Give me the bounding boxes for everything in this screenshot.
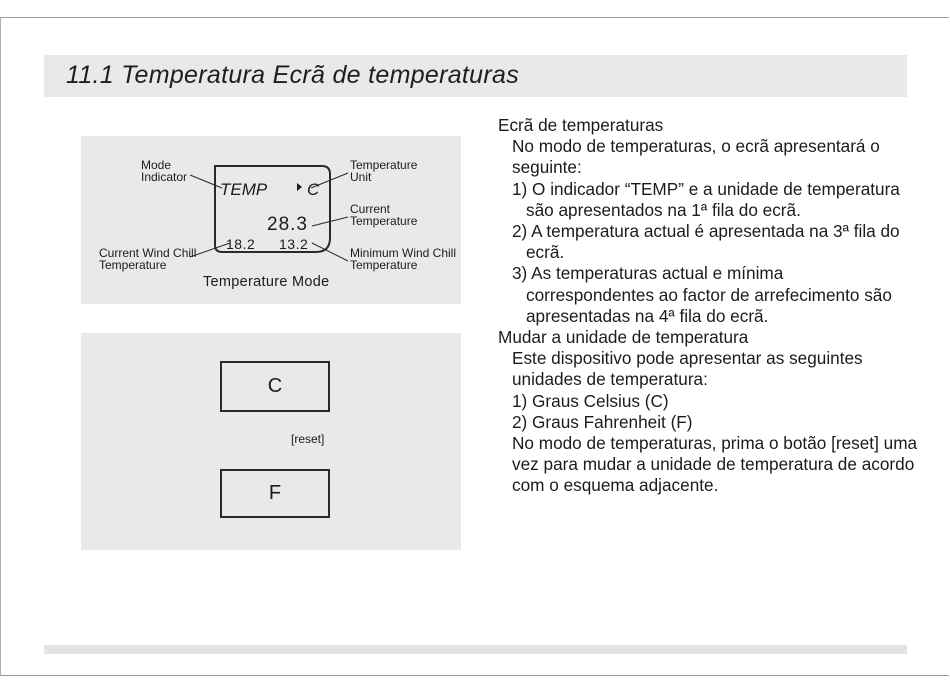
intro-paragraph: No modo de temperaturas, o ecrã apresentará o seguinte: bbox=[512, 136, 880, 178]
heading-change-unit: Mudar a unidade de temperatura bbox=[498, 327, 749, 348]
lcd-current-temperature: 28.3 bbox=[267, 214, 308, 235]
label-temperature-unit: Temperature Unit bbox=[350, 158, 418, 184]
footer-bar bbox=[44, 645, 907, 654]
unit-pointer-icon bbox=[297, 183, 302, 191]
list-item: 2) A temperatura actual é apresentada na 3ª fila do ecrã. bbox=[512, 221, 900, 263]
label-minimum-wind-chill: Minimum Wind Chill Temperature bbox=[350, 246, 457, 272]
unit-box-fahrenheit: F bbox=[220, 469, 330, 518]
unit-box-celsius: C bbox=[220, 361, 330, 412]
list-item: 1) O indicador “TEMP” e a unidade de temperatura são apresentados na 1ª fila do ecrã. bbox=[512, 178, 900, 220]
lcd-wind-chill-current: 18.2 bbox=[226, 236, 256, 252]
units-paragraph: Este dispositivo pode apresentar as seguintes unidades de temperatura: bbox=[512, 348, 863, 390]
page-title: 11.1 Temperatura Ecrã de temperaturas bbox=[66, 61, 520, 89]
list-item: 1) Graus Celsius (C) bbox=[512, 390, 669, 411]
reset-button-label: [reset] bbox=[291, 432, 325, 446]
lcd-wind-chill-minimum: 13.2 bbox=[279, 236, 309, 252]
heading-temperature-screen: Ecrã de temperaturas bbox=[498, 115, 664, 135]
label-mode-indicator: Mode Indicator bbox=[141, 158, 188, 184]
closing-paragraph: No modo de temperaturas, prima o botão [reset] uma vez para mudar a unidade de temperatura de acordo com o esquema adjacente. bbox=[512, 433, 918, 496]
label-current-wind-chill: Current Wind Chill Temperature bbox=[99, 246, 197, 272]
diagram-caption: Temperature Mode bbox=[203, 274, 330, 290]
lcd-unit: C bbox=[307, 180, 320, 199]
list-item: 3) As temperaturas actual e mínima correspondentes ao factor de arrefecimento são apresentadas na 4ª fila do ecrã. bbox=[512, 263, 892, 326]
label-current-temperature: Current Temperature bbox=[350, 202, 418, 228]
list-item: 2) Graus Fahrenheit (F) bbox=[512, 411, 693, 432]
body-text bbox=[498, 115, 918, 497]
lcd-mode-indicator: TEMP bbox=[220, 180, 268, 199]
